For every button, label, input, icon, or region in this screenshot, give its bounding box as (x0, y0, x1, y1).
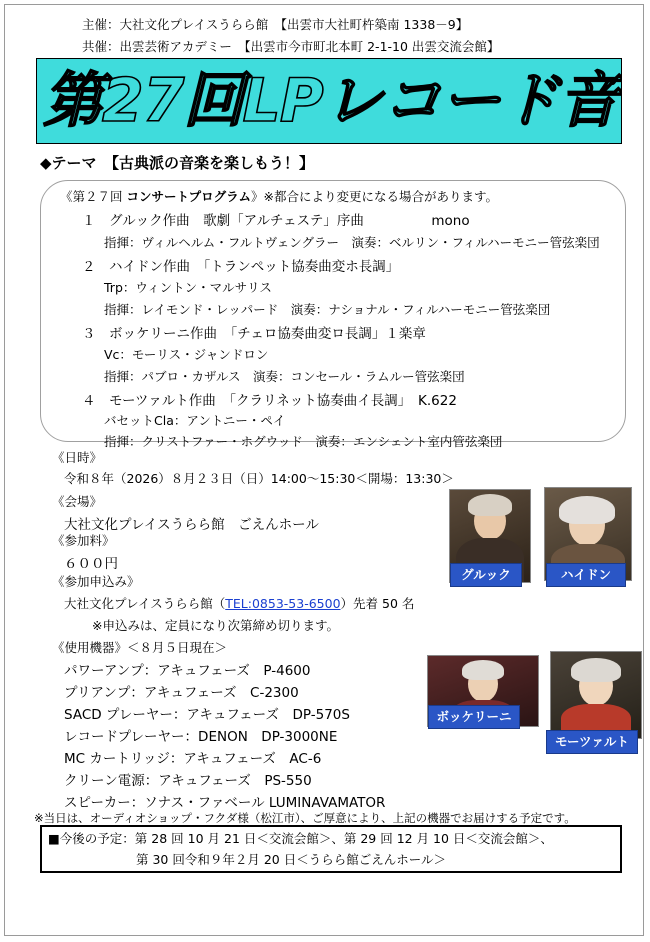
program-item-2-credit: 指揮：レイモンド・レッパード 演奏：ナショナル・フィルハーモニー管弦楽団 (104, 302, 551, 317)
program-item-3: ３ ボッケリーニ作曲 「チェロ協奏曲変ロ長調」１楽章 (82, 326, 426, 342)
title-banner (36, 58, 622, 144)
program-item-4-credit: 指揮：クリストファー・ホグウッド 演奏：エンシェント室内管弦楽団 (104, 434, 503, 449)
event-title: 第27回LPレコード音 (43, 66, 618, 136)
mozart-caption: モーツァルト (546, 730, 638, 754)
equipment-item: プリアンプ：アキュフェーズ C-2300 (64, 685, 299, 701)
date-value: 令和８年（2026）８月２３日（日）14:00～15:30＜開場：13:30＞ (64, 471, 454, 486)
boccherini-caption: ボッケリーニ (428, 705, 520, 729)
apply-value (64, 594, 414, 612)
program-heading-close: 》 (251, 189, 264, 204)
mozart-portrait (550, 651, 642, 739)
program-heading-note: ※都合により変更になる場合があります。 (263, 189, 498, 204)
schedule-line-1: ■今後の予定：第 28 回 10 月 21 日＜交流会館＞、第 29 回 12 月 10 日＜交流会館＞、 (48, 831, 553, 846)
apply-note: ※申込みは、定員になり次第締め切ります。 (92, 618, 339, 633)
fee-value: ６００円 (64, 556, 118, 572)
program-item-2-soloist: Trp：ウィントン・マルサリス (104, 280, 272, 295)
equipment-item: SACD プレーヤー：アキュフェーズ DP-570S (64, 707, 350, 723)
schedule-line-2: 第 30 回令和９年２月 20 日＜うらら館ごえんホール＞ (136, 852, 446, 867)
program-item-2: ２ ハイドン作曲 「トランペット協奏曲変ホ長調」 (82, 259, 400, 275)
program-item-1: １ グルック作曲 歌劇「アルチェステ」序曲 mono (82, 213, 470, 229)
program-item-3-soloist: Vc：モーリス・ジャンドロン (104, 347, 269, 362)
host-line: 主催：大社文化プレイスうらら館 【出雲市大社町杵築南 1338－9】 (82, 17, 469, 32)
equipment-item: パワーアンプ：アキュフェーズ P-4600 (64, 663, 311, 679)
program-item-4-soloist: バセットCla：アントニー・ペイ (104, 413, 286, 428)
program-heading (60, 187, 498, 205)
equipment-item: MC カートリッジ：アキュフェーズ AC-6 (64, 751, 322, 767)
fee-label: 《参加料》 (52, 533, 115, 548)
apply-label: 《参加申込み》 (52, 574, 140, 589)
date-label: 《日時》 (52, 450, 103, 465)
thanks-note: ※当日は、オーディオショップ・フクダ様（松江市）、ご厚意により、上記の機器でお届けする予定です。 (34, 811, 576, 825)
gluck-caption: グルック (450, 563, 522, 587)
cohost-line: 共催：出雲芸術アカデミー 【出雲市今市町北本町 2-1-10 出雲交流会館】 (82, 39, 500, 54)
program-item-3-credit: 指揮：パブロ・カザルス 演奏：コンセール・ラムルー管弦楽団 (104, 369, 465, 384)
equipment-item: スピーカー：ソナス・ファベール LUMINAVAMATOR (64, 795, 386, 811)
program-heading-bold: コンサートプログラム (126, 189, 251, 204)
venue-label: 《会場》 (52, 494, 103, 509)
tel-link[interactable]: TEL:0853-53-6500 (225, 596, 341, 611)
program-item-4: ４ モーツァルト作曲 「クラリネット協奏曲イ長調」 K.622 (82, 393, 457, 409)
program-heading-open: 《第２７回 (60, 189, 127, 204)
equipment-item: レコードプレーヤー：DENON DP-3000NE (64, 729, 338, 745)
equipment-label: 《使用機器》＜８月５日現在＞ (52, 640, 228, 655)
equipment-item: クリーン電源：アキュフェーズ PS-550 (64, 773, 312, 789)
program-item-1-credit: 指揮：ヴィルヘルム・フルトヴェングラー 演奏：ベルリン・フィルハーモニー管弦楽団 (104, 235, 600, 250)
haydn-caption: ハイドン (546, 563, 626, 587)
apply-venue: 大社文化プレイスうらら館（ (64, 596, 226, 611)
theme-heading: ◆テーマ 【古典派の音楽を楽しもう！】 (40, 154, 315, 172)
apply-capacity: ）先着 50 名 (340, 596, 415, 611)
venue-value: 大社文化プレイスうらら館 ごえんホール (64, 517, 319, 533)
